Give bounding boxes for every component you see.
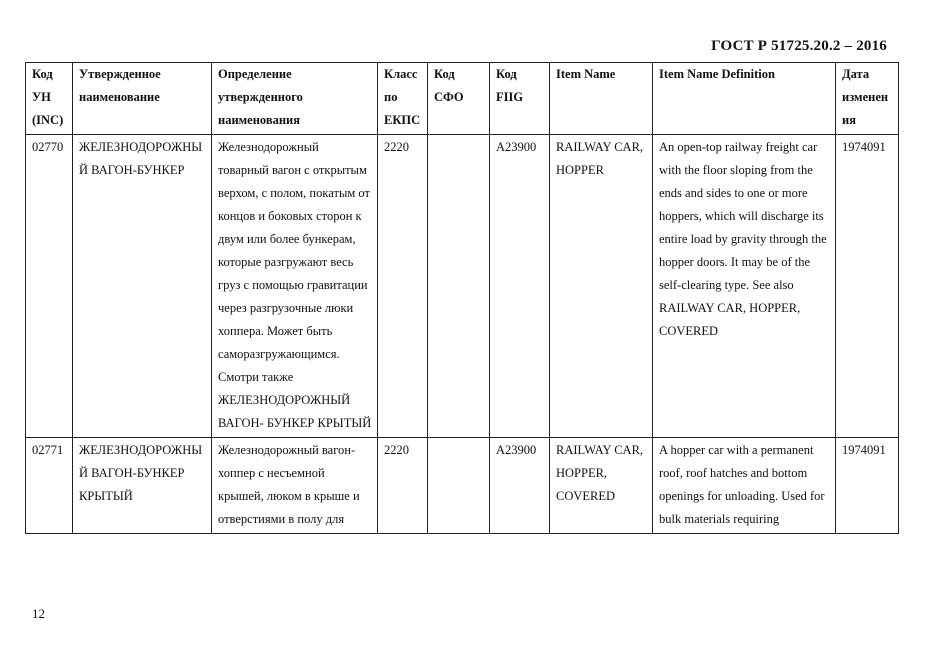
cell-code: 02771: [26, 438, 73, 534]
column-header-fiig: Код FIIG: [490, 63, 550, 135]
cell-sfo: [428, 438, 490, 534]
cell-name: ЖЕЛЕЗНОДОРОЖНЫЙ ВАГОН-БУНКЕР КРЫТЫЙ: [73, 438, 212, 534]
cell-code: 02770: [26, 135, 73, 438]
cell-ekps: 2220: [378, 135, 428, 438]
cell-name: ЖЕЛЕЗНОДОРОЖНЫЙ ВАГОН-БУНКЕР: [73, 135, 212, 438]
table-header-row: [26, 63, 899, 135]
cell-fiig: A23900: [490, 438, 550, 534]
cell-item-definition: An open-top railway freight car with the floor sloping from the ends and sides to one or more hoppers, which will discharge its entire load by gravity through the hopper doors. It may be of the self-clearing type. See also RAILWAY CAR, HOPPER, COVERED: [653, 135, 836, 438]
cell-sfo: [428, 135, 490, 438]
table-row: [26, 438, 899, 534]
column-header-item-name: Item Name: [550, 63, 653, 135]
column-header-ekps: Класс по ЕКПС: [378, 63, 428, 135]
column-header-date: Дата изменения: [836, 63, 899, 135]
column-header-definition: Определение утвержденного наименования: [212, 63, 378, 135]
cell-date: 1974091: [836, 438, 899, 534]
specification-table: [25, 62, 899, 534]
table-row: [26, 135, 899, 438]
page-number: 12: [32, 606, 45, 621]
cell-item-name: RAILWAY CAR, HOPPER: [550, 135, 653, 438]
cell-fiig: A23900: [490, 135, 550, 438]
cell-item-name: RAILWAY CAR, HOPPER, COVERED: [550, 438, 653, 534]
cell-ekps: 2220: [378, 438, 428, 534]
column-header-code: Код УН (INC): [26, 63, 73, 135]
cell-date: 1974091: [836, 135, 899, 438]
column-header-sfo: Код СФО: [428, 63, 490, 135]
cell-item-definition: A hopper car with a permanent roof, roof hatches and bottom openings for unloading. Used for bulk materials requiring: [653, 438, 836, 534]
column-header-item-definition: Item Name Definition: [653, 63, 836, 135]
cell-definition: Железнодорожный вагон-хоппер с несъемной крышей, люком в крыше и отверстиями в полу для: [212, 438, 378, 534]
column-header-name: Утвержденное наименование: [73, 63, 212, 135]
cell-definition: Железнодорожный товарный вагон с открытым верхом, с полом, покатым от концов и боковых сторон к двум или более бункерам, которые разгружают весь груз с помощью гравитации через разгрузочные люки хоппера. Может быть саморазгружающимся. Смотри также ЖЕЛЕЗНОДОРОЖНЫЙ ВАГОН- БУНКЕР КРЫТЫЙ: [212, 135, 378, 438]
document-header: ГОСТ Р 51725.20.2 – 2016: [711, 38, 887, 54]
